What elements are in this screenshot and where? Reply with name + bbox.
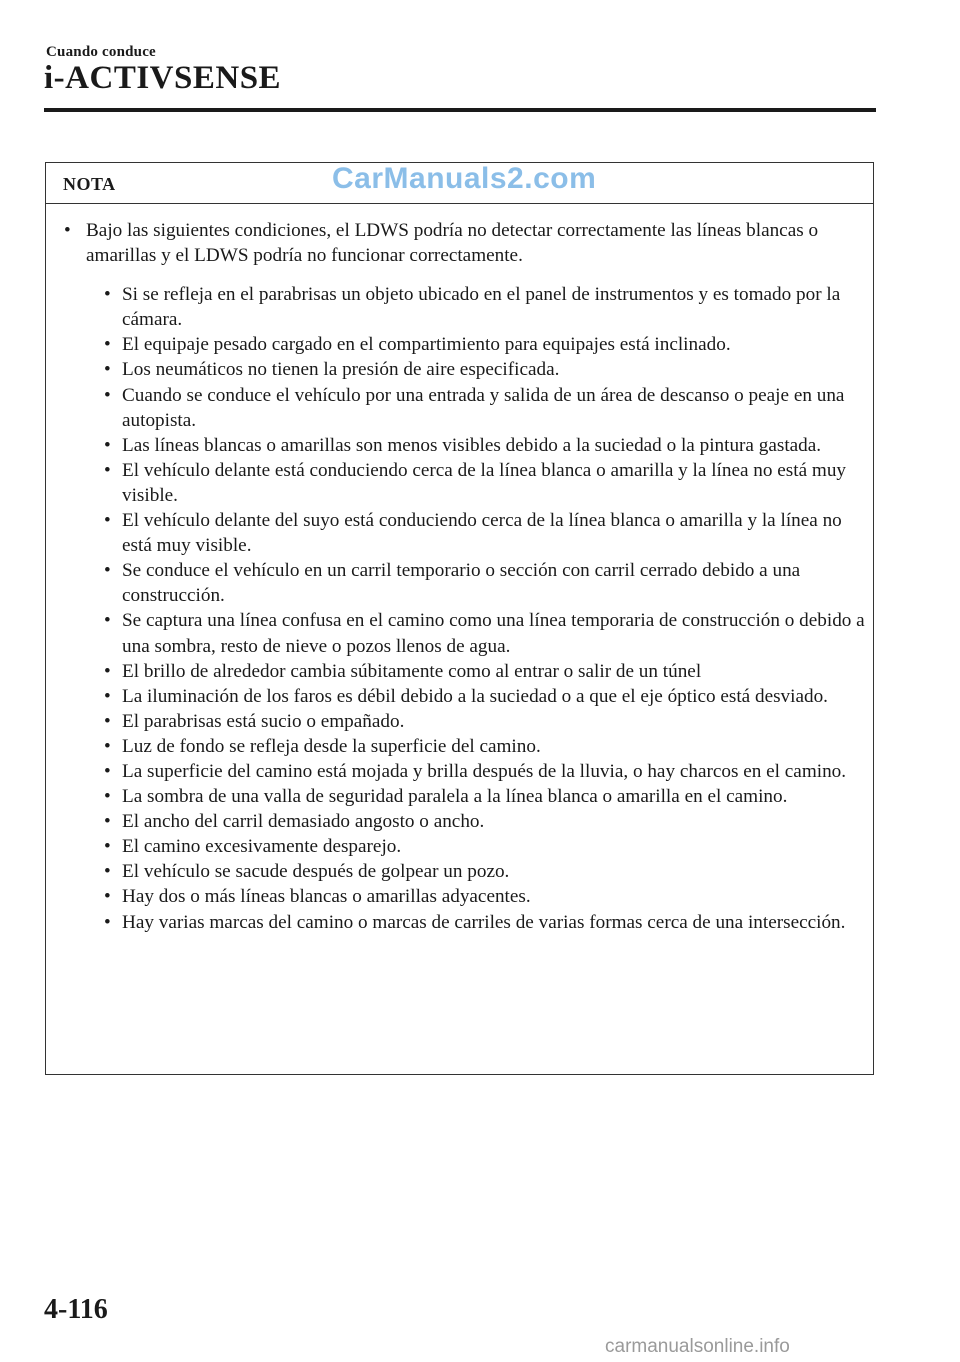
note-title: NOTA [63,174,116,194]
note-intro [64,218,865,268]
bullet-icon: • [104,710,111,732]
bullet-icon: • [104,760,111,782]
list-item [104,433,865,458]
bullet-icon: • [104,359,111,381]
list-item [104,332,865,357]
chapter-title: i-ACTIVSENSE [44,60,282,96]
list-item [104,884,865,909]
list-item [104,659,865,684]
list-item-text: El vehículo se sacude después de golpear un pozo. [122,861,510,883]
bullet-icon: • [64,220,71,241]
list-item [104,383,865,433]
bullet-icon: • [104,510,111,532]
bullet-icon: • [104,284,111,306]
bullet-icon: • [104,836,111,858]
list-item-text: Hay dos o más líneas blancas o amarillas adyacentes. [122,886,531,908]
bullet-icon: • [104,886,111,908]
list-item [104,734,865,759]
bullet-icon: • [104,811,111,833]
list-item-text: Se captura una línea confusa en el camino como una línea temporaria de construcción o debido a una sombra, resto de nieve o pozos llenos de agua. [122,610,865,657]
bullet-icon: • [104,786,111,808]
bullet-icon: • [104,660,111,682]
list-item [104,834,865,859]
list-item-text: Las líneas blancas o amarillas son menos visibles debido a la suciedad o la pintura gastada. [122,434,822,456]
list-item-text: Cuando se conduce el vehículo por una entrada y salida de un área de descanso o peaje en una autopista. [122,384,845,431]
bullet-icon: • [104,459,111,481]
list-item [104,709,865,734]
list-item [104,759,865,784]
header-rule [44,108,876,112]
list-item [104,784,865,809]
list-item-text: El brillo de alrededor cambia súbitamente como al entrar o salir de un túnel [122,660,702,682]
intro-text: Bajo las siguientes condiciones, el LDWS podría no detectar correctamente las líneas blancas o amarillas y el LDWS podría no funcionar correctamente. [86,220,819,267]
list-item-text: El equipaje pesado cargado en el compartimiento para equipajes está inclinado. [122,334,731,356]
bullet-icon: • [104,334,111,356]
list-item [104,608,865,658]
list-item-text: Los neumáticos no tienen la presión de aire especificada. [122,359,560,381]
bullet-icon: • [104,434,111,456]
conditions-list [64,282,865,934]
list-item [104,859,865,884]
list-item-text: El vehículo delante está conduciendo cerca de la línea blanca o amarilla y la línea no está muy visible. [122,459,847,506]
note-box [45,162,874,1075]
bullet-icon: • [104,384,111,406]
bullet-icon: • [104,610,111,632]
list-item-text: El parabrisas está sucio o empañado. [122,710,405,732]
watermark-text: CarManuals2.com [332,162,597,195]
bullet-icon: • [104,861,111,883]
note-header [46,163,873,204]
list-item [104,458,865,508]
bullet-icon: • [104,560,111,582]
list-item [104,809,865,834]
list-item-text: La iluminación de los faros es débil debido a la suciedad o a que el eje óptico está desviado. [122,685,828,707]
list-item-text: La superficie del camino está mojada y brilla después de la lluvia, o hay charcos en el camino. [122,760,847,782]
list-item [104,357,865,382]
list-item-text: La sombra de una valla de seguridad paralela a la línea blanca o amarilla en el camino. [122,786,788,808]
section-label: Cuando conduce [46,44,156,60]
list-item [104,282,865,332]
footer-site-text: carmanualsonline.info [605,1336,790,1357]
note-body [46,204,873,935]
list-item [104,910,865,935]
bullet-icon: • [104,911,111,933]
list-item [104,684,865,709]
list-item-text: Se conduce el vehículo en un carril temporario o sección con carril cerrado debido a una construcción. [122,560,801,607]
page-number: 4-116 [44,1294,108,1325]
bullet-icon: • [104,735,111,757]
list-item-text: El camino excesivamente desparejo. [122,836,402,858]
list-item [104,508,865,558]
list-item [104,558,865,608]
list-item-text: Luz de fondo se refleja desde la superficie del camino. [122,735,541,757]
list-item-text: El vehículo delante del suyo está conduciendo cerca de la línea blanca o amarilla y la línea no está muy visible. [122,510,842,557]
list-item-text: Si se refleja en el parabrisas un objeto ubicado en el panel de instrumentos y es tomado por la cámara. [122,284,841,331]
list-item-text: Hay varias marcas del camino o marcas de carriles de varias formas cerca de una intersección. [122,911,846,933]
list-item-text: El ancho del carril demasiado angosto o ancho. [122,811,485,833]
bullet-icon: • [104,685,111,707]
